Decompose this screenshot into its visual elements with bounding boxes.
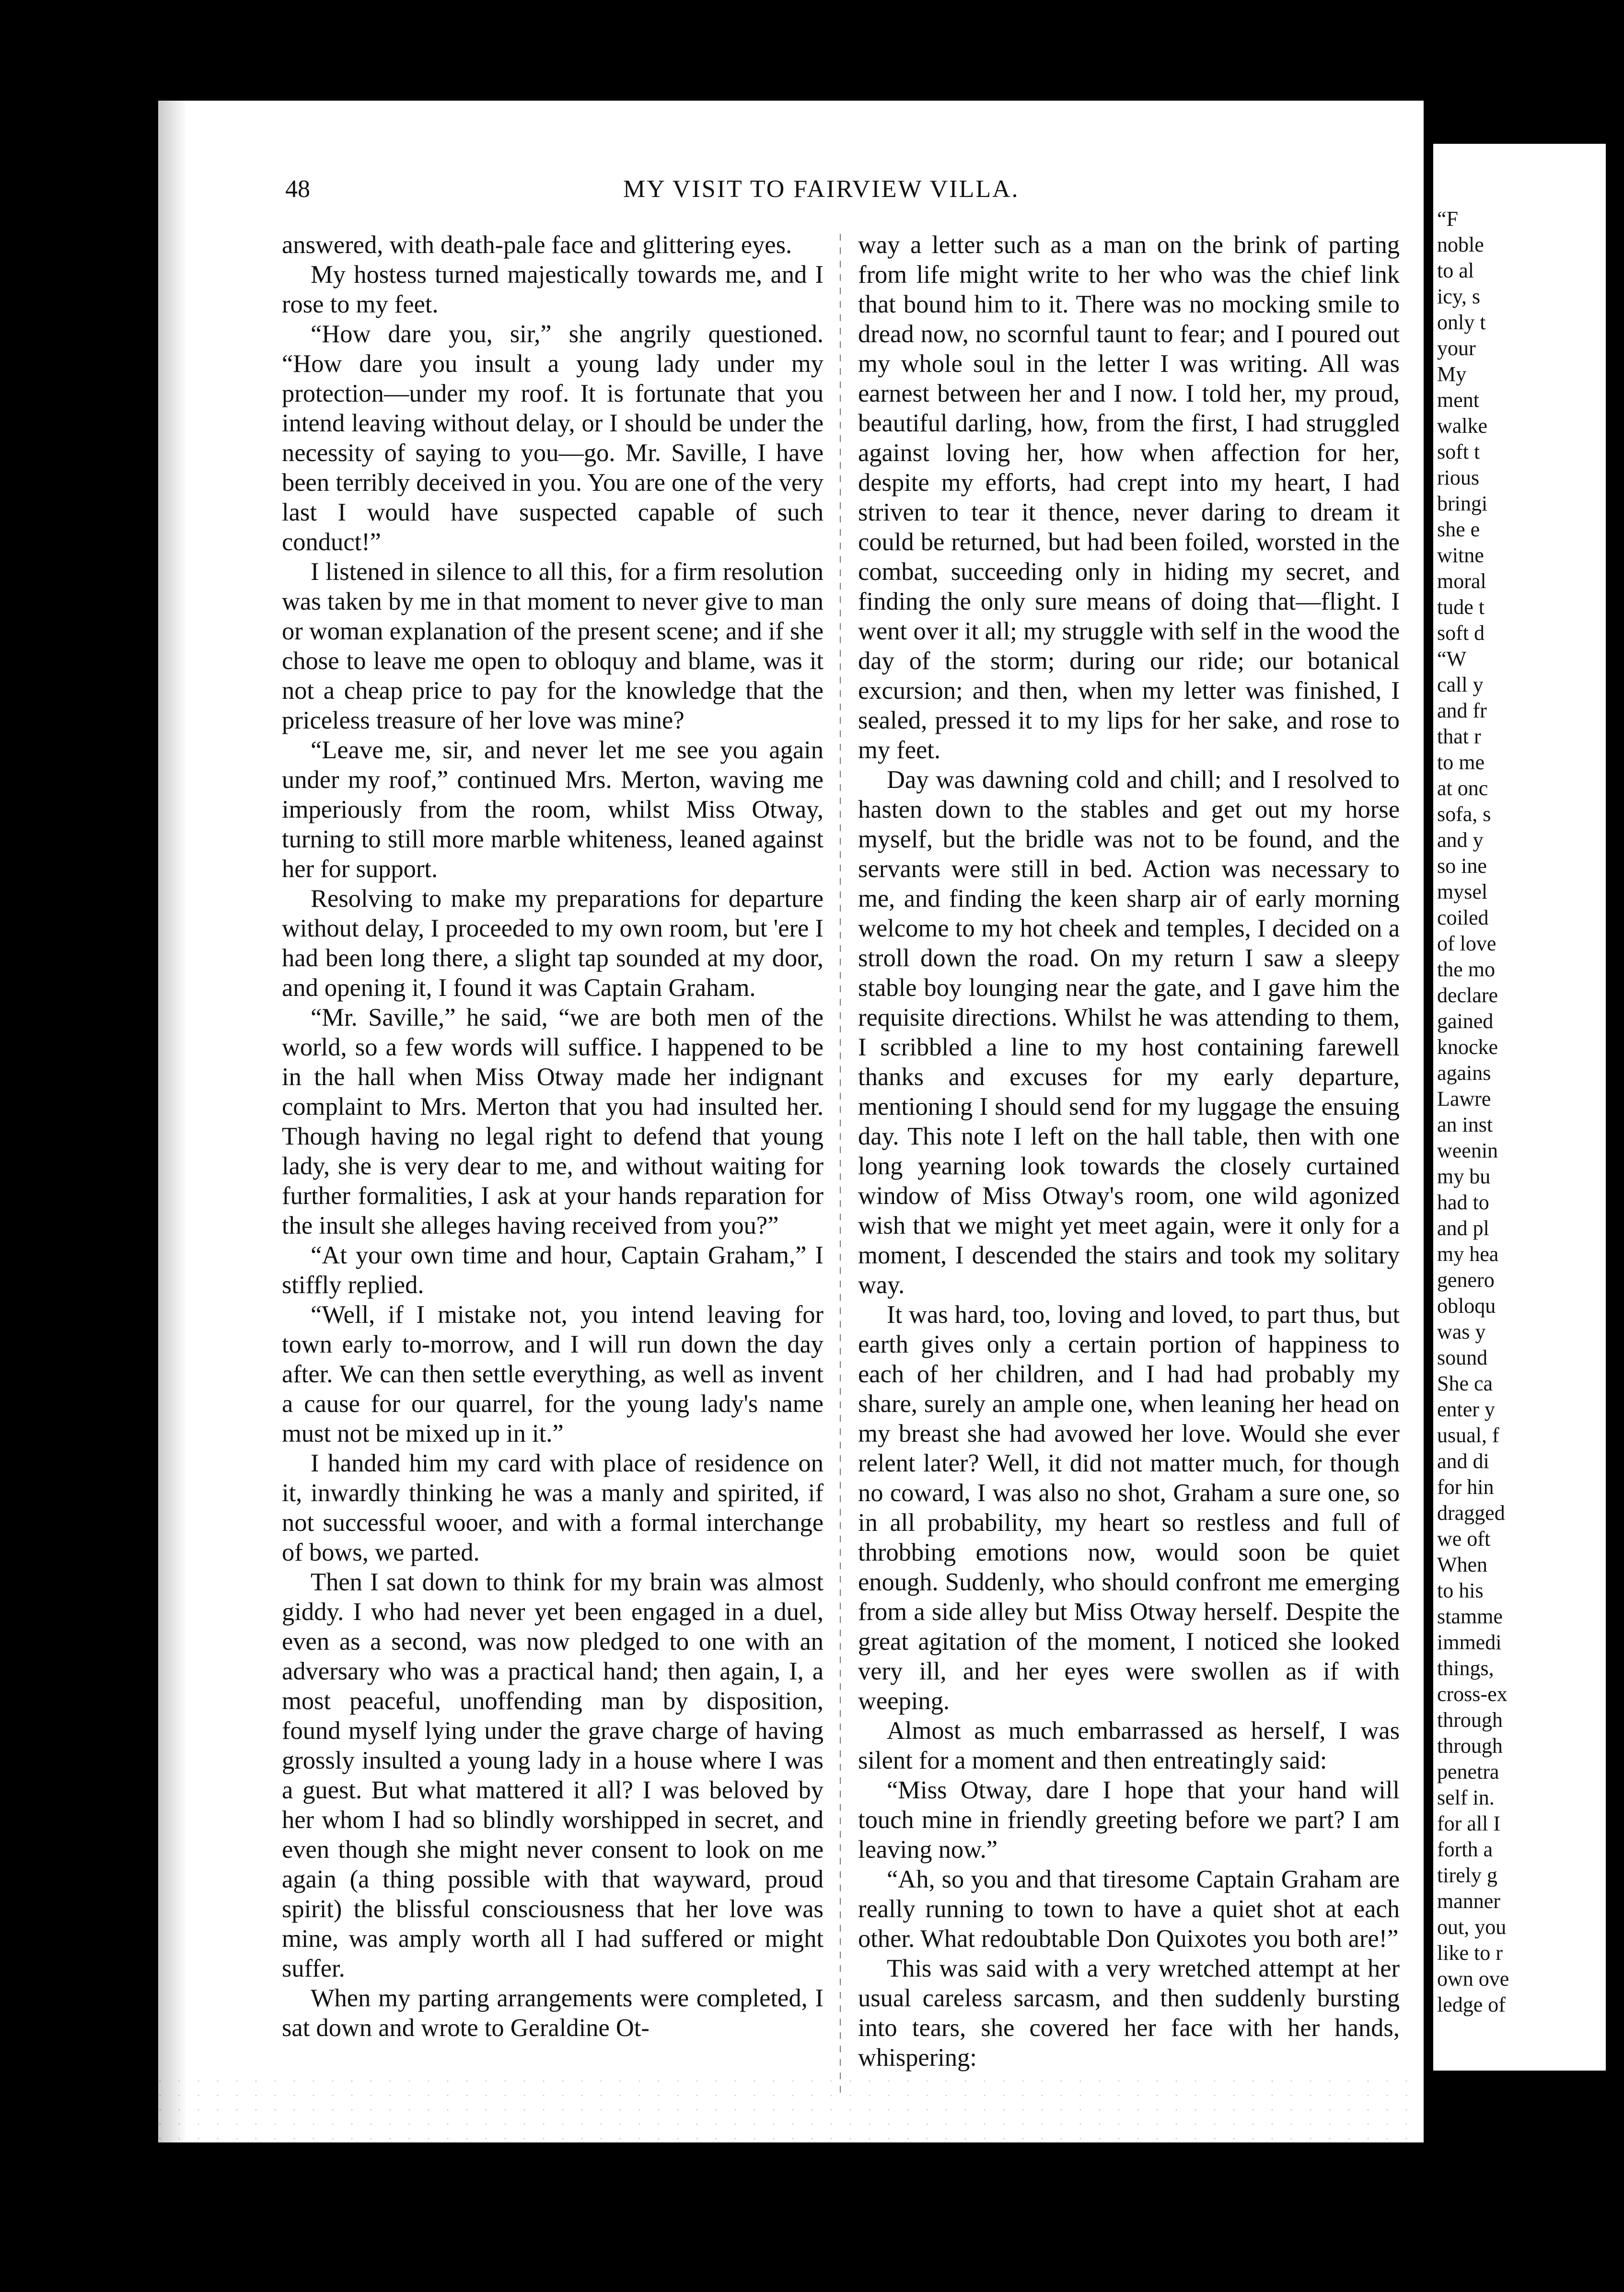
next-page-fragment	[1433, 144, 1606, 2071]
paragraph: “Ah, so you and that tiresome Captain Graham are really running to town to have a quiet shot at each other. What redoubtable Don Quixotes you both are!”	[858, 1865, 1400, 1953]
fragment-line: knocke	[1437, 1035, 1498, 1059]
fragment-line: immedi	[1437, 1631, 1502, 1654]
next-page-text	[1437, 206, 1509, 2018]
fragment-line: my hea	[1437, 1242, 1499, 1266]
fragment-line: the mo	[1437, 958, 1495, 981]
scan-noise	[158, 2075, 1424, 2142]
paragraph: I listened in silence to all this, for a firm resolution was taken by me in that moment to never give to man or woman explanation of the present scene; and if she chose to leave me open to obloquy and blame, was it not a cheap price to pay for the knowledge that the priceless treasure of her love was mine?	[282, 558, 824, 734]
running-title: MY VISIT TO FAIRVIEW VILLA.	[623, 175, 1020, 203]
fragment-line: sofa, s	[1437, 802, 1491, 826]
fragment-line: bringi	[1437, 492, 1488, 515]
page-edge-shadow	[158, 101, 187, 2142]
fragment-line: noble	[1437, 233, 1484, 256]
fragment-line: “F	[1437, 207, 1458, 231]
paragraph: Then I sat down to think for my brain was almost giddy. I who had never yet been engaged in a duel, even as a second, was now pledged to one with an adversary who was a practical hand; then again, I, a most peaceful, unoffending man by disposition, found myself lying under the grave charge of having grossly insulted a young lady in a house where I was a guest. But what mattered it all? I was beloved by her whom I had so blindly worshipped in secret, and even though she might never consent to look on me again (a thing possible with that wayward, proud spirit) the blissful consciousness that her love was mine, was amply worth all I had suffered or might suffer.	[282, 1568, 824, 1982]
fragment-line: and y	[1437, 828, 1484, 852]
fragment-line: mysel	[1437, 880, 1488, 903]
fragment-line: rious	[1437, 466, 1479, 489]
paragraph: “Leave me, sir, and never let me see you again under my roof,” continued Mrs. Merton, waving me imperiously from the room, whilst Miss Otway, turning to still more marble whiteness, leaned against her for support.	[282, 736, 824, 883]
fragment-line: we oft	[1437, 1527, 1491, 1551]
column-divider	[840, 234, 841, 2094]
fragment-line: out, you	[1437, 1915, 1507, 1939]
paragraph: answered, with death-pale face and glittering eyes.	[282, 231, 792, 259]
fragment-line: gained	[1437, 1009, 1494, 1033]
paragraph: “Mr. Saville,” he said, “we are both men of the world, so a few words will suffice. I happened to be in the hall when Miss Otway made her indignant complaint to Mrs. Merton that you had insulted her. Though having no legal right to defend that young lady, she is very dear to me, and without waiting for further formalities, I ask at your hands reparation for the insult she alleges having received from you?”	[282, 1004, 824, 1239]
fragment-line: genero	[1437, 1268, 1495, 1292]
fragment-line: and pl	[1437, 1216, 1489, 1240]
fragment-line: and fr	[1437, 699, 1487, 722]
fragment-line: sound	[1437, 1346, 1488, 1369]
paragraph: way a letter such as a man on the brink of parting from life might write to her who was the chief link that bound him to it. There was no mocking smile to dread now, no scornful taunt to fear; and I poured out my whole soul in the letter I was writing. All was earnest between her and I now. I told her, my proud, beautiful darling, how, from the first, I had struggled against loving her, how when affection for her, despite my efforts, had crept into my heart, I had striven to tear it thence, never daring to dream it could be returned, but had been foiled, worsted in the combat, succeeding only in hiding my secret, and finding the only sure means of doing that—flight. I went over it all; my struggle with self in the wood the day of the storm; during our ride; our botanical excursion; and then, when my letter was finished, I sealed, pressed it to my lips for her sake, and rose to my feet.	[858, 231, 1400, 764]
fragment-line: self in.	[1437, 1786, 1495, 1809]
paragraph: I handed him my card with place of residence on it, inwardly thinking he was a manly and spirited, if not successful wooer, and with a formal interchange of bows, we parted.	[282, 1449, 824, 1566]
fragment-line: icy, s	[1437, 285, 1481, 308]
fragment-line: walke	[1437, 414, 1488, 438]
fragment-line: forth a	[1437, 1838, 1493, 1861]
fragment-line: like to r	[1437, 1941, 1503, 1965]
page	[158, 101, 1424, 2142]
fragment-line: that r	[1437, 725, 1481, 748]
fragment-line: soft d	[1437, 621, 1485, 645]
fragment-line: cross-ex	[1437, 1682, 1508, 1706]
fragment-line: tude t	[1437, 595, 1485, 619]
page-header	[158, 175, 1424, 228]
paragraph: Day was dawning cold and chill; and I resolved to hasten down to the stables and get out my horse myself, but the bridle was not to be found, and the servants were still in bed. Action was necessary to me, and finding the keen sharp air of early morning welcome to my hot cheek and temples, I decided on a stroll down the road. On my return I saw a sleepy stable boy lounging near the gate, and I gave him the requisite directions. Whilst he was attending to them, I scribbled a line to my host containing farewell thanks and excuses for my early departure, mentioning I should send for my luggage the ensuing day. This note I left on the hall table, then with one long yearning look towards the closely curtained window of Miss Otway's room, one wild agonized wish that we might yet meet again, were it only for a moment, I descended the stairs and took my solitary way.	[858, 766, 1400, 1299]
paragraph: This was said with a very wretched attempt at her usual careless sarcasm, and then suddenly bursting into tears, she covered her face with her hands, whispering:	[858, 1955, 1400, 2072]
paragraph: “Miss Otway, dare I hope that your hand will touch mine in friendly greeting before we part? I am leaving now.”	[858, 1776, 1400, 1864]
fragment-line: for all I	[1437, 1812, 1500, 1835]
fragment-line: enter y	[1437, 1398, 1495, 1421]
fragment-line: When	[1437, 1553, 1488, 1576]
fragment-line: soft t	[1437, 440, 1480, 463]
fragment-line: ledge of	[1437, 1993, 1506, 2016]
fragment-line: your	[1437, 336, 1476, 360]
left-column	[282, 230, 824, 2085]
right-column	[858, 230, 1400, 2085]
fragment-line: to al	[1437, 259, 1474, 282]
fragment-line: My	[1437, 362, 1467, 386]
fragment-line: had to	[1437, 1191, 1489, 1214]
fragment-line: for hin	[1437, 1475, 1494, 1499]
fragment-line: to me	[1437, 751, 1485, 774]
fragment-line: declare	[1437, 984, 1498, 1007]
paragraph: Almost as much embarrassed as herself, I was silent for a moment and then entreatingly said:	[858, 1717, 1400, 1774]
paragraph: Resolving to make my preparations for departure without delay, I proceeded to my own room, but 'ere I had been long there, a slight tap sounded at my door, and opening it, I found it was Captain Graham.	[282, 885, 824, 1002]
fragment-line: through	[1437, 1734, 1503, 1758]
fragment-line: tirely g	[1437, 1864, 1497, 1887]
fragment-line: at onc	[1437, 776, 1488, 800]
fragment-line: Lawre	[1437, 1087, 1491, 1111]
fragment-line: “W	[1437, 647, 1467, 671]
paragraph: My hostess turned majestically towards me, and I rose to my feet.	[282, 261, 824, 318]
fragment-line: things,	[1437, 1656, 1494, 1680]
fragment-line: of love	[1437, 932, 1496, 955]
fragment-line: through	[1437, 1708, 1503, 1732]
page-number: 48	[285, 175, 310, 203]
fragment-line: ment	[1437, 388, 1479, 412]
paragraph: When my parting arrangements were completed, I sat down and wrote to Geraldine Ot-	[282, 1984, 824, 2042]
fragment-line: obloqu	[1437, 1294, 1496, 1318]
fragment-line: usual, f	[1437, 1424, 1499, 1447]
fragment-line: was y	[1437, 1320, 1486, 1343]
fragment-line: call y	[1437, 673, 1484, 696]
paragraph: “Well, if I mistake not, you intend leaving for town early to-morrow, and I will run down the day after. We can then settle everything, as well as invent a cause for our quarrel, for the young lady's name must not be mixed up in it.”	[282, 1301, 824, 1447]
fragment-line: and di	[1437, 1449, 1489, 1473]
fragment-line: an inst	[1437, 1113, 1493, 1136]
fragment-line: penetra	[1437, 1760, 1499, 1783]
fragment-line: dragged	[1437, 1501, 1505, 1525]
fragment-line: so ine	[1437, 854, 1487, 878]
fragment-line: my bu	[1437, 1165, 1491, 1188]
fragment-line: to his	[1437, 1579, 1484, 1602]
fragment-line: stamme	[1437, 1605, 1503, 1628]
fragment-line: coiled	[1437, 906, 1489, 929]
fragment-line: agains	[1437, 1061, 1491, 1085]
fragment-line: only t	[1437, 311, 1486, 334]
fragment-line: manner	[1437, 1889, 1500, 1913]
fragment-line: own ove	[1437, 1967, 1509, 1991]
paragraph: It was hard, too, loving and loved, to part thus, but earth gives only a certain portion of happiness to each of her children, and I had had probably my share, surely an ample one, when leaning her head on my breast she had avowed her love. Would she ever relent later? Well, it did not matter much, for though no coward, I was also no shot, Graham a sure one, so in all probability, my heart so restless and full of throbbing emotions now, would soon be quiet enough. Suddenly, who should confront me emerging from a side alley but Miss Otway herself. Despite the great agitation of the moment, I noticed she looked very ill, and her eyes were swollen as if with weeping.	[858, 1301, 1400, 1715]
fragment-line: moral	[1437, 569, 1486, 593]
paragraph: “How dare you, sir,” she angrily questioned. “How dare you insult a young lady under my protection—under my roof. It is fortunate that you intend leaving without delay, or I should be under the necessity of saying to you—go. Mr. Saville, I have been terribly deceived in you. You are one of the very last I would have suspected capable of such conduct!”	[282, 320, 824, 556]
fragment-line: witne	[1437, 544, 1484, 567]
paragraph: “At your own time and hour, Captain Graham,” I stiffly replied.	[282, 1241, 824, 1299]
fragment-line: She ca	[1437, 1372, 1493, 1395]
fragment-line: weenin	[1437, 1139, 1498, 1162]
fragment-line: she e	[1437, 518, 1480, 541]
